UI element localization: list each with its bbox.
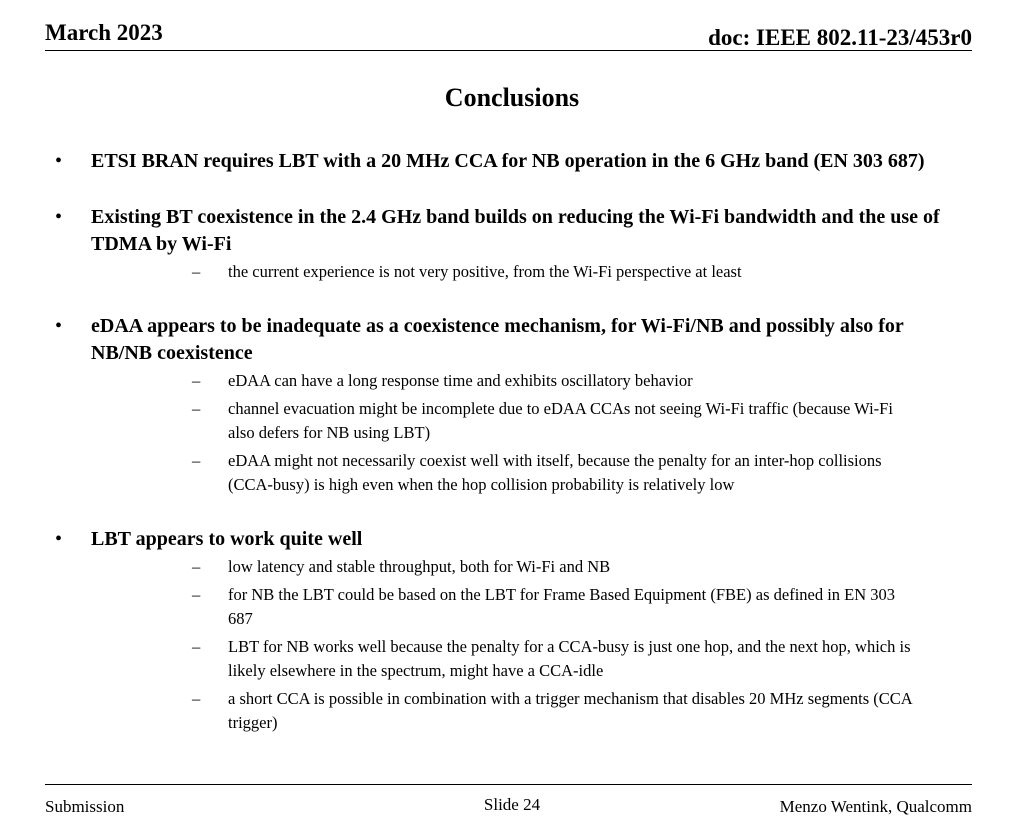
sub-bullet-text: eDAA can have a long response time and exhibits oscillatory behavior [228,371,693,390]
sub-bullet-item [91,449,969,497]
sub-bullet-list [91,260,969,284]
header-divider [45,50,972,51]
sub-bullet-text: low latency and stable throughput, both for Wi-Fi and NB [228,557,611,576]
sub-bullet-item [91,583,969,631]
bullet-marker: • [55,528,63,550]
footer-submission: Submission [45,797,125,816]
sub-bullet-text: eDAA might not necessarily coexist well with itself, because the penalty for an inter-hop collisions (CCA-busy) is high even when the hop collision probability is relatively low [228,451,882,494]
sub-bullet-item [91,687,969,735]
bullet-text: ETSI BRAN requires LBT with a 20 MHz CCA for NB operation in the 6 GHz band (EN 303 687) [91,150,925,172]
bullet-list [0,148,1024,764]
bullet-marker: • [55,315,63,337]
sub-bullet-item [91,369,969,393]
bullet-text: LBT appears to work quite well [91,528,363,550]
sub-bullet-list [91,369,969,497]
sub-bullet-text: for NB the LBT could be based on the LBT for Frame Based Equipment (FBE) as defined in EN 303 687 [228,585,896,628]
header-date: March 2023 [45,20,163,45]
dash-marker: – [192,585,201,604]
dash-marker: – [192,557,201,576]
bullet-marker: • [55,206,63,228]
footer-author: Menzo Wentink, Qualcomm [779,797,972,816]
sub-bullet-list [91,555,969,735]
bullet-text: Existing BT coexistence in the 2.4 GHz band builds on reducing the Wi-Fi bandwidth and the use of TDMA by Wi-Fi [91,206,940,255]
dash-marker: – [192,451,201,470]
footer-divider [45,784,972,785]
sub-bullet-item [91,260,969,284]
dash-marker: – [192,262,201,281]
dash-marker: – [192,637,201,656]
sub-bullet-item [91,635,969,683]
sub-bullet-text: the current experience is not very positive, from the Wi-Fi perspective at least [228,262,742,281]
bullet-item [0,148,1024,175]
sub-bullet-text: channel evacuation might be incomplete due to eDAA CCAs not seeing Wi-Fi traffic (because Wi-Fi also defers for NB using LBT) [228,399,893,442]
dash-marker: – [192,371,201,390]
sub-bullet-item [91,397,969,445]
sub-bullet-item [91,555,969,579]
header-doc-id: doc: IEEE 802.11-23/453r0 [708,25,972,50]
bullet-item [0,313,1024,497]
bullet-item [0,204,1024,284]
bullet-item [0,526,1024,735]
dash-marker: – [192,689,201,708]
sub-bullet-text: LBT for NB works well because the penalty for a CCA-busy is just one hop, and the next hop, which is likely elsewhere in the spectrum, might have a CCA-idle [228,637,911,680]
bullet-text: eDAA appears to be inadequate as a coexistence mechanism, for Wi-Fi/NB and possibly also for NB/NB coexistence [91,315,904,364]
sub-bullet-text: a short CCA is possible in combination with a trigger mechanism that disables 20 MHz segments (CCA trigger) [228,689,912,732]
bullet-marker: • [55,150,63,172]
slide-title: Conclusions [444,83,580,112]
dash-marker: – [192,399,201,418]
slide-number: Slide 24 [483,795,541,814]
